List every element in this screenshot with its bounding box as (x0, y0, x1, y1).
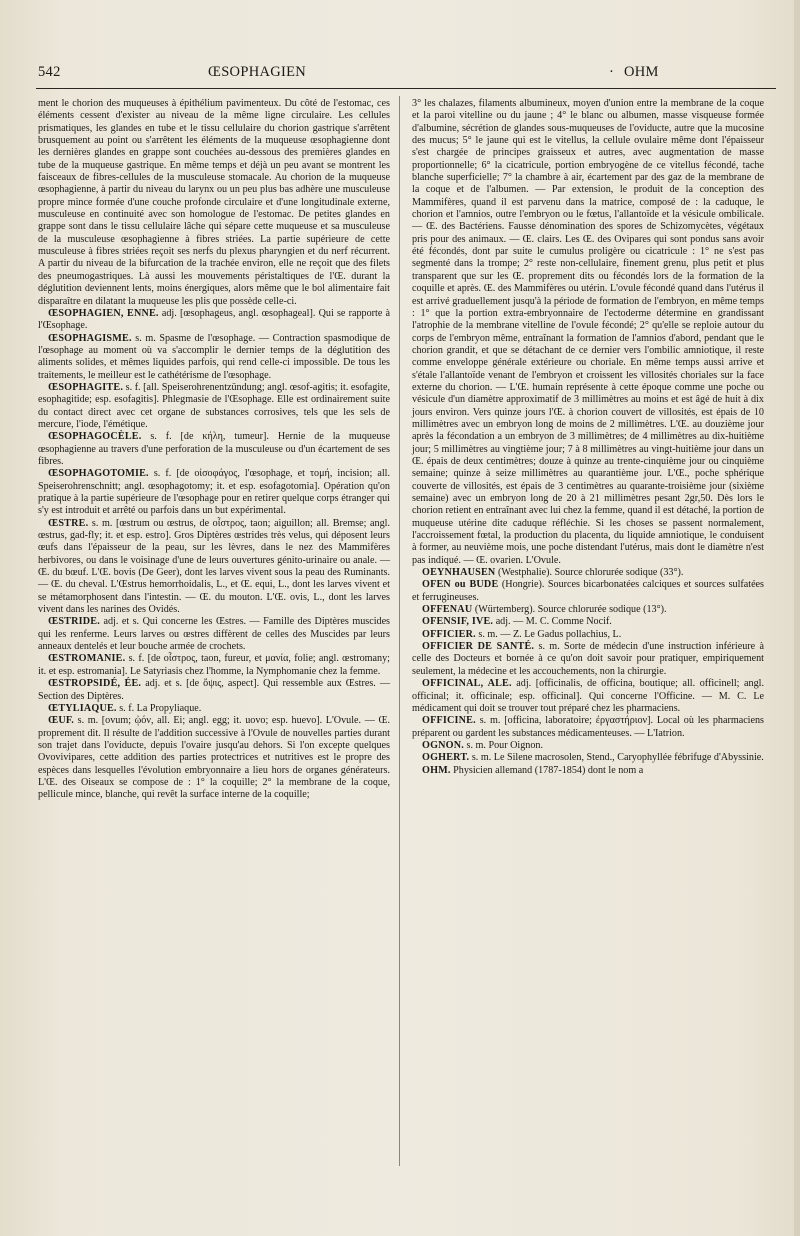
entry-headword: ŒSOPHAGISME. (48, 332, 132, 344)
entry-headword: OGNON. (422, 739, 464, 751)
entry-headword: OFFICIER DE SANTÉ. (422, 641, 535, 653)
entry: OHM. Physicien allemand (1787-1854) dont le nom a (422, 764, 644, 776)
entry: ŒSOPHAGISME. s. m. Spasme de l'œsophage. — Contraction spasmodique de l'œsophage au moment où va s'accomplir le dernier temps de la déglutition des aliments solides, et mêmes liquides parfois, qui rend celle-ci impossible. De tous les traitements, le meilleur est le cathétérisme de l'œsophage. (38, 332, 390, 381)
entry: OFFICINE. s. m. [officina, laboratoire; ἐργαστήριον]. Local où les pharmaciens préparent ou gardent les substances médicamenteuses. — L'Iatrion. (412, 715, 764, 739)
entry: ŒSTRE. s. m. [œstrum ou œstrus, de οἶστρος, taon; aiguillon; all. Bremse; angl. œstrus, gad-fly; it. et esp. estro]. Gros Diptères œstrides très velus, qui déposent leurs œufs dans l'épaisseur de la peau, sur les lèvres, dans le nez des Mammifères herbivores, ou dans le voisinage d'une de leurs ouvertures génito-urinaire ou anale. — Œ. du bœuf. L'Œ. bovis (De Geer), dont les larves vivent sous la peau des Ruminants. — Œ. du cheval. L'Œstrus hemorrhoidalis, L., et Œ. equi, L., dont les larves vivent et se métamorphosent dans l'intestin. — Œ. du mouton. L'Œ. ovis, L., dont les larves vivent dans les narines des Ovidés. (38, 517, 390, 616)
entry-headword: ŒUF. (48, 715, 75, 727)
entry: OFFENAU (Würtemberg). Source chlorurée sodique (13°). (422, 604, 667, 616)
right-column (412, 98, 764, 777)
page-header (36, 64, 776, 86)
entry: ŒSTRIDE. adj. et s. Qui concerne les Œstres. — Famille des Diptères muscides qui les renferme. Leurs larves ou œstres diffèrent de celles des Muscides par leurs anneaux dentelés et leur bouche armée de crochets. (38, 616, 390, 653)
entry: OFFICIER DE SANTÉ. s. m. Sorte de médecin d'une instruction inférieure à celle des Docteurs et bornée à ce qu'on doit savoir pour pratiquer, empiriquement seulement, la médecine et les accouchements, non la chirurgie. (412, 641, 764, 677)
entry-headword: OFENSIF, IVE. (422, 616, 494, 628)
entry-headword: ŒSTRIDE. (48, 616, 100, 628)
entry-headword: ŒSOPHAGOCÈLE. (48, 431, 142, 443)
header-bullet: · (609, 64, 615, 80)
entry-headword: OFFICINE. (422, 715, 476, 727)
left-column (38, 98, 390, 802)
entry-continuation: ment le chorion des muqueuses à épithélium pavimenteux. Du côté de l'estomac, ces éléments cessent d'exister au niveau de la même ligne circulaire. Les cellules prismatiques, les glandes en tube et le tissu cellulaire du chorion gastrique s'arrêtent brusquement au point ou s'arrêtent les éléments de la muqueuse œsophagienne dont les dernières glandes en grappe sont couchées au-dessous des premières glandes en tube de la muqueuse gastrique. En même temps et déjà un peu avant se montrent les faisceaux de fibres-cellules de la musculeuse stomacale. Au chorion de la muqueuse œsophagienne, à partir du niveau du larynx ou un peu plus bas adhère une musculeuse propre mince formée d'une couche profonde circulaire et d'une longitudinale externe, musculeuse en continuité avec son homologue de l'estomac. De petites glandes en grappe sont dans le tissu cellulaire lâche qui sépare cette muqueuse et sa musculeuse de la musculeuse œsophagienne à fibres striées. La partie supérieure de cette musculeuse à fibres striées reçoit ses nerfs du plexus pharyngien et du nerf récurrent. A partir du niveau de la bifurcation de la trachée environ, elle ne reçoit que des filets des pneumogastriques. Là aussi les mouvements péristaltiques de l'Œ. durant la déglutition deviennent lents, moins énergiques, alors même que le bol alimentaire fait disparaître en dilatant la muqueuse les plis que possède celle-ci. (38, 98, 390, 307)
entry-headword: ŒSOPHAGITE. (48, 381, 124, 393)
entry: ŒSTROMANIE. s. f. [de οἶστρος, taon, fureur, et μανία, folie; angl. œstromany; it. et esp. estromania]. Le Satyriasis chez l'homme, la Nymphomanie chez la femme. (38, 653, 390, 677)
entry-headword: OFFICIER. (422, 628, 476, 640)
entry-headword: ŒSTROPSIDÉ, ÉE. (48, 678, 142, 690)
entry-headword: ŒSOPHAGIEN, ENNE. (48, 307, 159, 319)
entry-headword: ŒTYLIAQUE. (48, 702, 117, 714)
entry-continuation: 3° les chalazes, filaments albumineux, moyen d'union entre la membrane de la coque et la paroi vitelline ou du jaune ; 4° le blanc ou albumen, masse visqueuse formée d'albumine, sécrétion de glandes sous-muqueuses de l'oviducte, autre que la mucosine des mucus; 5° le jaune qui est le vitellus, la cellule ovulaire même dont l'épaisseur s'est chargée de principes graisseux et autres, avec augmentation de masse proportionnelle; 6° la cicatricule, portion embryogène de ce vitellus fécondé, tache blanche superficielle; 7° la chambre à air, écartement par des gaz de la membrane de la coque et de l'albumen. — Par extension, le produit de la conception des Mammifères, quand il est parvenu dans la matrice, composé de : la caduque, le chorion et l'amnios, outre l'embryon ou le fœtus, l'allantoïde et la vésicule ombilicale. — Œ. des Bactériens. Fausse dénomination des spores de Schizomycètes, végétaux pris pour des animaux. — Œ. clairs. Les Œ. des Ovipares qui sont pondus sans avoir été fécondés, dont par suite le cumulus proligère ou cicatricule : 1° ne s'est pas segmenté dans la trompe; 2° reste non-cellulaire, finement grenu, plus petit et plus transparent que sur les Œ. proprement dits ou fécondés lors de la formation de la coquille et après. Œ. des Mammifères ou utérin. L'ovule fécondé quand dans l'utérus il est arrivé graduellement jusqu'à la période de formation de l'embryon, en même temps : 1° que la portion extra-embryonnaire de l'ectoderme détermine en grandissant l'atrophie de la membrane vitelline de l'ovule fécondé; 2° qu'elle se reploie autour du corps de l'embryon même, entraînant la formation de l'amnios d'abord, pendant que le chorion grandit, et que se détachant de ce dernier vers l'ombilic amniotique, il reste comme enveloppe générale extérieure ou choriale. En même temps aussi arrive et s'étale l'allantoïde venant de l'embryon et croissent les villosités choriales sur la face externe du chorion. — L'Œ. humain représente à cette époque comme une poche ou vésicule d'un diamètre approximatif de 3 millimètres au moins et est âgé de huit à dix jours environ. Vers quinze jours l'Œ. à chorion couvert de villosités, est épais de 10 millimètres avec un embryon long de moins de 2 millimètres. L'Œ. au douzième jour après la fécondation a un embryon de 3 millimètres; de 4 millimètres au dix-huitième jour; 5 millimètres au vingtième jour; 7 à 8 millimètres au vingt-huitième jour dans un Œ. épais de deux centimètres; douze à quinze au trente-cinquième jour ou cinquième semaine; quinze à seize millimètres au quarantième jour. L'Œ., poche sphérique couverte de villosités, est épais de 3 centimètres au quarante-troisième jour (sixième semaine) avec un embryon long de 20 à 21 millimètres pesant 2gr,50. Dès lors le chorion retient en entraînant avec lui chez la femme, quand il est détaché, la portion de muqueuse utérine dite caduque réfléchie. Si les choses se passent normalement, l'accroissement fœtal, la production du placenta, du liquide amniotique, le conduisent à former, au neuvième mois, une poche distendant l'utérus, mais dont le diamètre n'est pas indiqué. — Œ. ovarien. L'Ovule. (412, 98, 764, 566)
entry: OGHERT. s. m. Le Silene macrosolen, Stend., Caryophyllée fébrifuge d'Abyssinie. (422, 752, 764, 764)
entry-headword: ŒSOPHAGOTOMIE. (48, 468, 149, 480)
entry: OFEN ou BUDE (Hongrie). Sources bicarbonatées calciques et sources sulfatées et ferrugineuses. (412, 579, 764, 603)
running-title: ŒSOPHAGIEN (208, 64, 307, 80)
entry: OEYNHAUSEN (Westphalie). Source chlorurée sodique (33°). (422, 567, 684, 579)
entry: OFENSIF, IVE. adj. — M. C. Comme Nocif. (422, 616, 612, 628)
entry-headword: OFFICINAL, ALE. (422, 678, 512, 690)
entry-headword: OFEN ou BUDE (422, 579, 499, 591)
entry: OFFICIER. s. m. — Z. Le Gadus pollachius, L. (422, 628, 622, 640)
page-edge (794, 0, 800, 1236)
entry-headword: OHM. (422, 764, 451, 776)
entry: ŒTYLIAQUE. s. f. La Propyliaque. (48, 702, 202, 714)
entry: ŒUF. s. m. [ovum; ᾠόν, all. Ei; angl. egg; it. uovo; esp. huevo]. L'Ovule. — Œ. proprement dit. Il résulte de l'addition successive à l'Ovule de nouvelles parties durant son trajet dans l'oviducte, depuis l'ovaire jusqu'au dehors. Si l'on excepte quelques Ovovivipares, cette addition des parties protectrices et nutritives est le propre des espèces dans lesquelles l'évolution embryonnaire a lieu hors de organes générateurs. L'Œ. des Oiseaux se compose de : 1° la coquille; 2° la membrane de la coque, pellicule mince, blanche, qui revêt la surface interne de la coquille; (38, 715, 390, 801)
entry: ŒSOPHAGIEN, ENNE. adj. [œsophageus, angl. œsophageal]. Qui se rapporte à l'Œsophage. (38, 307, 390, 332)
entry-headword: OFFENAU (422, 604, 473, 616)
header-right-word: OHM (624, 64, 659, 80)
column-divider (399, 96, 400, 1166)
entry-headword: OEYNHAUSEN (422, 567, 496, 579)
entry: OGNON. s. m. Pour Oignon. (422, 739, 544, 751)
entry-headword: ŒSTRE. (48, 517, 89, 529)
entry: ŒSOPHAGITE. s. f. [all. Speiserohrenentzündung; angl. œsof-agitis; it. esofagite, esophagitide; esp. esofagitis]. Phlegmasie de l'Œsophage. Elle est ordinairement suite du contact direct avec cet organe de substances corrosives, tels que les sels de mercure, l'iode, l'émétique. (38, 381, 390, 430)
entry-headword: ŒSTROMANIE. (48, 653, 126, 665)
page-number: 542 (38, 64, 61, 80)
entry: ŒSOPHAGOTOMIE. s. f. [de οἰσοφάγος, l'œsophage, et τομή, incision; all. Speiserohrenschnitt; angl. œsophagotomy; it. et esp. esofagotomia]. Opération qu'on pratique à la partie supérieure de l'œsophage pour en retirer quelque corps étranger qui s'y est introduit et arrêté ou parfois dans un but expérimental. (38, 468, 390, 517)
entry: OFFICINAL, ALE. adj. [officinalis, de officina, boutique; all. officinell; angl. officinal; it. officinale; esp. officinal]. Qui concerne l'Officine. — M. C. Le médicament qui doit se trouver tout préparé chez les pharmaciens. (412, 678, 764, 714)
entry: ŒSOPHAGOCÈLE. s. f. [de κήλη, tumeur]. Hernie de la muqueuse œsophagienne au travers d'une perforation de la musculeuse ou d'un écartement de ses fibres. (38, 431, 390, 467)
header-rule (36, 88, 776, 89)
entry: ŒSTROPSIDÉ, ÉE. adj. et s. [de ὄψις, aspect]. Qui ressemble aux Œstres. — Section des Diptères. (38, 678, 391, 702)
entry-headword: OGHERT. (422, 752, 470, 764)
